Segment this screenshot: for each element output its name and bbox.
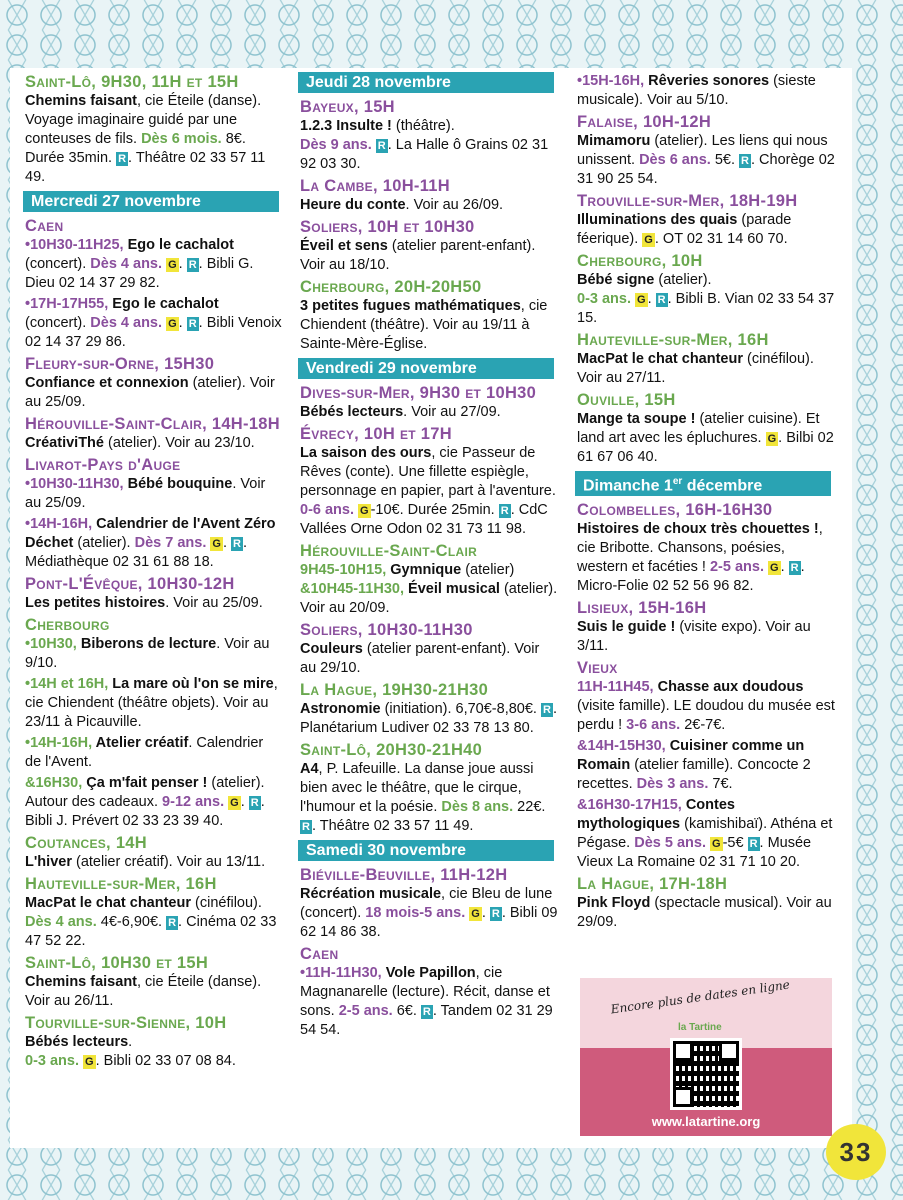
age-label: 18 mois-5 ans. (365, 905, 466, 921)
event-item (577, 350, 835, 388)
g-badge: G (168, 318, 177, 330)
event-place: Lisieux, 15H-16H (577, 599, 707, 618)
event-item (300, 297, 558, 354)
event-place: Hauteville-sur-Mer, 16H (25, 875, 217, 893)
event-price: 4€-6,90€. (96, 914, 163, 930)
event-title: Chemins faisant (25, 93, 137, 109)
g-badge: G (637, 294, 646, 306)
event-text: (spectacle musical). Voir au 29/09. (577, 895, 832, 931)
event-title: Illuminations des quais (577, 212, 738, 228)
event-item (577, 72, 835, 110)
event-time: •10H30-11H25, (25, 237, 124, 253)
age-label: 9-12 ans. (162, 794, 225, 810)
event-time: •14H et 16H, (25, 676, 109, 692)
r-badge: R (542, 704, 551, 716)
age-label: Dès 5 ans. (630, 835, 706, 852)
qr-corner-icon (673, 1087, 693, 1107)
event-item: •10H30-11H25, Ego le cachalot (concert). Dès 4 ans. G . R . Bibli G. Dieu 02 14 37 29 82. (25, 237, 254, 291)
event-place: Saint-Lô, 10H30 et 15H (25, 954, 209, 972)
event-text: , cie Éteile (danse). Voyage imaginaire guidé par une conteuses de fils. (25, 93, 262, 147)
event-title: Couleurs (300, 641, 363, 657)
event-title: Chasse aux doudous (653, 679, 804, 696)
event-text: . Voir au 9/10. (25, 636, 270, 671)
g-badge: G (230, 797, 239, 809)
event-title: 3 petites fugues mathématiques (300, 298, 521, 314)
event-title: Biberons de lecture (76, 636, 217, 652)
g-badge: G (212, 538, 221, 550)
event-saint-lo (25, 72, 283, 187)
age-label: Dès 8 ans. (441, 799, 514, 815)
event-item: Bébé signe (atelier). 0-3 ans. G . R . Bibli B. Vian 02 33 54 37 15. (577, 272, 835, 326)
g-badge: G (85, 1056, 94, 1068)
event-title: Éveil et sens (300, 238, 388, 254)
event-place: Fleury-sur-Orne, 15H30 (25, 355, 215, 373)
event-title: Suis le guide ! (577, 619, 676, 636)
event-item (577, 211, 835, 249)
event-price: 6€. (392, 1003, 417, 1019)
event-text: . La Halle ô Grains 02 31 92 03 30. (300, 137, 549, 172)
event-place: Pont-L'Évêque, 10H30-12H (25, 575, 235, 593)
event-item (300, 444, 558, 539)
event-place: La Cambe, 10H-11H (300, 177, 450, 195)
event-title: Gymnique (386, 562, 462, 578)
event-time: •11H-11H30, (300, 965, 382, 981)
event-text: (atelier parent-enfant). Voir au 18/10. (300, 238, 536, 273)
age-label: Dès 4 ans. (90, 256, 163, 272)
event-title: Bébé signe (577, 272, 655, 288)
event-place: Tourville-sur-Sienne, 10H (25, 1014, 227, 1032)
g-badge: G (471, 908, 480, 920)
event-title: Ego le cachalot (123, 237, 234, 253)
event-item: Histoires de choux très chouettes !, cie Bribotte. Chansons, poésies, western et facéties ! 2-5 ans. G . R . Micro-Folie 02 52 56 96 82. (577, 521, 823, 595)
event-item: &16H30, Ça m'fait penser ! (atelier). Autour des cadeaux. 9-12 ans. G . R . Bibli J. Prévert 02 33 23 39 40. (25, 775, 265, 829)
event-place: La Hague, 19H30-21H30 (300, 681, 489, 699)
day-header: Vendredi 29 novembre (298, 358, 554, 379)
event-text: (théâtre). (391, 118, 455, 134)
r-badge: R (749, 838, 758, 851)
event-place: Évrecy, 10H et 17H (300, 425, 452, 443)
event-item (577, 796, 835, 872)
event-title: Bébé bouquine (123, 476, 233, 492)
ad-box[interactable] (580, 978, 832, 1136)
qr-code-icon[interactable] (670, 1038, 742, 1110)
event-place: La Hague, 17H-18H (577, 875, 728, 894)
event-text: . Planétarium Ludiver 02 33 78 13 80. (300, 701, 557, 736)
event-price: 7€. (708, 776, 733, 793)
event-place: Hérouville-Saint-Clair, 14H-18H (25, 415, 280, 433)
g-badge: G (770, 562, 779, 575)
event-place: Saint-Lô, 9H30, 11H et 15H (25, 73, 239, 91)
event-text: (parade féerique). (577, 212, 792, 247)
event-place: Livarot-Pays d'Auge (25, 456, 181, 474)
event-text: . Bibli J. Prévert 02 33 23 39 40. (25, 794, 265, 829)
day-header (575, 471, 831, 496)
event-item (577, 894, 835, 932)
page-number: 33 (826, 1124, 886, 1180)
event-title: Heure du conte (300, 197, 406, 213)
event-item (300, 700, 558, 738)
event-text: . (128, 1034, 133, 1050)
event-time: •14H-16H, (25, 516, 93, 532)
g-badge: G (644, 234, 653, 246)
event-item (25, 475, 283, 513)
event-text: . Voir au 25/09. (165, 595, 263, 611)
age-label: 3-6 ans. (622, 717, 681, 734)
event-place: Caen (300, 945, 339, 963)
event-place: Dives-sur-Mer, 9H30 et 10H30 (300, 384, 537, 402)
event-item (25, 594, 283, 613)
event-item (25, 374, 283, 412)
event-text: (sieste musicale). Voir au 5/10. (577, 73, 816, 108)
event-time: &16H30, (25, 775, 83, 791)
event-item (300, 403, 558, 422)
event-time: •10H30, (25, 636, 77, 652)
event-text: (concert). (25, 315, 87, 331)
event-place: Saint-Lô, 20H30-21H40 (300, 741, 483, 759)
event-title: Les petites histoires (25, 595, 166, 611)
qr-corner-icon (673, 1041, 693, 1061)
day-header-text: décembre (682, 477, 763, 495)
event-place: Vieux (577, 659, 618, 678)
event-title: Astronomie (300, 701, 381, 717)
event-place: Cherbourg, 20H-20H50 (300, 278, 482, 296)
event-title: Bébés lecteurs (25, 1034, 129, 1050)
event-text: (atelier parent-enfant). Voir au 29/10. (300, 641, 540, 676)
age-label: 0-3 ans. (577, 291, 631, 307)
g-badge: G (767, 433, 777, 445)
event-place: Biéville-Beuville, 11H-12H (300, 866, 508, 884)
event-text: , cie Bleu de lune (concert). (300, 886, 553, 921)
event-text: . Voir au 26/09. (405, 197, 504, 213)
age-label: Dès 4 ans. (25, 914, 97, 930)
event-place: Cherbourg (25, 616, 110, 634)
event-time: &16H30-17H15, (577, 797, 682, 814)
event-item: Récréation musicale, cie Bleu de lune (concert). 18 mois-5 ans. G . R . Bibli 09 62 14 86 38. (300, 886, 558, 940)
age-label: 0-6 ans. (300, 502, 354, 518)
event-item (577, 678, 835, 735)
event-item (577, 410, 835, 467)
event-title: Vole Papillon (381, 965, 476, 981)
event-text: (atelier) (461, 562, 515, 578)
r-badge: R (118, 153, 127, 165)
event-price: -10€. Durée 25min. (370, 502, 495, 518)
event-item (300, 196, 558, 215)
event-place: Trouville-sur-Mer, 18H-19H (577, 192, 798, 210)
event-text: (atelier). (654, 272, 712, 288)
ad-logo: la Tartine (678, 1022, 722, 1033)
event-text: (cinéfilou). (191, 895, 262, 911)
day-header: Mercredi 27 novembre (23, 191, 279, 212)
event-time: •14H-16H, (25, 735, 93, 751)
event-title: 1.2.3 Insulte ! (300, 118, 392, 134)
event-text: (cinéfilou). Voir au 27/11. (577, 351, 814, 386)
event-title: Éveil musical (404, 581, 500, 597)
age-label: 2-5 ans. (338, 1003, 393, 1019)
day-header: Samedi 30 novembre (298, 840, 554, 861)
g-badge: G (168, 259, 177, 271)
event-title: La saison des ours (300, 445, 432, 461)
r-badge: R (790, 562, 799, 575)
event-text: (visite expo). Voir au 3/11. (577, 619, 811, 655)
day-header-sup: er (672, 476, 683, 487)
r-badge: R (233, 538, 241, 550)
event-time: &14H-15H30, (577, 738, 666, 755)
event-time: &10H45-11H30, (300, 581, 404, 597)
event-text: . Théâtre 02 33 57 11 49. (311, 818, 474, 834)
event-title: Rêveries sonores (644, 73, 770, 89)
event-place: Hérouville-Saint-Clair (300, 542, 478, 560)
event-title: Bébés lecteurs (300, 404, 404, 420)
event-item: •17H-17H55, Ego le cachalot (concert). Dès 4 ans. G . R . Bibli Venoix 02 14 37 29 86. (25, 296, 282, 350)
event-text: . Chorège 02 31 90 25 54. (577, 152, 835, 187)
event-item (577, 737, 835, 794)
event-text: (atelier). (73, 535, 131, 551)
event-text: . Théâtre 02 33 57 11 49. (25, 150, 266, 185)
event-title: Récréation musicale (300, 886, 442, 902)
event-text: . Bibli Venoix 02 14 37 29 86. (25, 315, 282, 350)
age-label: Dès 3 ans. (632, 776, 709, 793)
r-badge: R (741, 155, 749, 167)
event-time: 11H-11H45, (577, 679, 654, 696)
column-1 (25, 72, 283, 1073)
event-place: Ouville, 15H (577, 391, 676, 409)
age-label: Dès 6 ans. (639, 152, 711, 168)
event-title: Pink Floyd (577, 895, 651, 912)
event-place: Colombelles, 16H-16H30 (577, 501, 773, 520)
event-place: Falaise, 10H-12H (577, 113, 712, 131)
event-price: -5€ (722, 835, 744, 852)
event-price: 2€-7€. (680, 717, 726, 734)
event-text: , P. Lafeuille. La danse joue aussi bien avec le théâtre, que le cirque, l'humour et la poésie. (300, 761, 534, 815)
event-text: (kamishibaï). Athéna et Pégase. (577, 816, 833, 852)
event-item (577, 618, 835, 656)
event-title: La mare où l'on se mire (108, 676, 274, 692)
event-text: . CdC Vallées Orne Odon 02 31 73 11 98. (300, 502, 548, 537)
event-text: . Bibli G. Dieu 02 14 37 29 82. (25, 256, 254, 291)
event-time: 9H45-10H15, (300, 562, 387, 578)
event-title: Atelier créatif (92, 735, 189, 751)
r-badge: R (377, 140, 386, 152)
event-text: . Calendrier de l'Avent. (25, 735, 264, 770)
age-label: Dès 6 mois. (141, 131, 222, 147)
event-item (25, 853, 283, 872)
event-text: (initiation). 6,70€-8,80€. (380, 701, 537, 717)
event-item: •14H-16H, Calendrier de l'Avent Zéro Déchet (atelier). Dès 7 ans. G . R . Médiathèque 02 31 61 88 18. (25, 516, 276, 570)
day-header-text: Dimanche 1 (583, 477, 673, 495)
event-text: . Bilbi 02 61 67 06 40. (577, 430, 834, 465)
event-item (300, 640, 558, 678)
event-title: A4 (300, 761, 319, 777)
event-price: 22€. (513, 799, 546, 815)
event-item (300, 964, 558, 1040)
qr-corner-icon (719, 1041, 739, 1061)
event-text: . Musée Vieux La Romaine 02 31 71 10 20. (577, 835, 812, 871)
event-text: (atelier cuisine). Et land art avec les épluchures. (577, 411, 820, 446)
event-text: (concert). (25, 256, 87, 272)
ad-tagline: Encore plus de dates en ligne (609, 977, 791, 1017)
event-title: L'hiver (25, 854, 72, 870)
event-text: , cie Passeur de Rêves (conte). Une fillette espiègle, personnage en papier, part à l'aventure. (300, 445, 556, 499)
r-badge: R (188, 259, 197, 271)
event-title: Ego le cachalot (108, 296, 219, 312)
event-text: (atelier créatif). Voir au 13/11. (71, 854, 266, 870)
r-badge: R (491, 908, 500, 920)
event-text: , cie Bribotte. Chansons, poésies, western et facéties ! (577, 521, 823, 576)
r-badge: R (168, 917, 177, 929)
event-text: . Voir au 27/09. (403, 404, 501, 420)
event-title: Histoires de choux très chouettes ! (577, 521, 819, 538)
age-label: Dès 9 ans. (300, 137, 372, 153)
event-item (25, 434, 283, 453)
r-badge: R (500, 505, 509, 517)
event-item (25, 894, 283, 951)
r-badge: R (422, 1006, 431, 1018)
event-text: (atelier). Voir au 20/09. (300, 581, 558, 616)
event-price: 5€. (710, 152, 736, 168)
event-place: Caen (25, 217, 64, 235)
event-text: . Bibli B. Vian 02 33 54 37 15. (577, 291, 835, 326)
r-badge: R (657, 294, 666, 306)
event-text: . Bibli 09 62 14 86 38. (300, 905, 558, 940)
event-text: (atelier). Voir au 23/10. (103, 435, 255, 451)
event-title: CréativiThé (25, 435, 104, 451)
event-item (25, 1033, 283, 1071)
event-item (25, 635, 283, 673)
day-header: Jeudi 28 novembre (298, 72, 554, 93)
g-badge: G (712, 838, 721, 851)
age-label: 2-5 ans. (709, 559, 764, 576)
event-title: Mange ta soupe ! (577, 411, 696, 427)
event-text: (atelier famille). Concocte 2 recettes. (577, 757, 811, 793)
event-item (25, 734, 283, 772)
r-badge: R (250, 797, 259, 809)
event-title: MacPat le chat chanteur (577, 351, 743, 367)
event-time: •17H-17H55, (25, 296, 109, 312)
event-text: . Cinéma 02 33 47 52 22. (25, 914, 277, 949)
event-place: Hauteville-sur-Mer, 16H (577, 331, 769, 349)
age-label: Dès 7 ans. (134, 535, 207, 551)
event-place: Soliers, 10H30-11H30 (300, 621, 473, 639)
event-title: Confiance et connexion (25, 375, 189, 391)
event-place: Coutances, 14H (25, 834, 147, 852)
event-text: (atelier). Autour des cadeaux. (25, 775, 265, 810)
event-text: , cie Magnanarelle (lecture). Récit, danse et sons. (300, 965, 550, 1019)
event-title: Mimamoru (577, 133, 651, 149)
column-2 (300, 72, 558, 1042)
event-text: , cie Éteile (danse). Voir au 26/11. (25, 974, 262, 1009)
event-title: MacPat le chat chanteur (25, 895, 191, 911)
r-badge: R (188, 318, 197, 330)
event-item (300, 561, 558, 618)
event-text: . Médiathèque 02 31 61 88 18. (25, 535, 247, 570)
event-item (300, 117, 558, 174)
r-badge: R (302, 821, 310, 833)
event-text: (atelier). Voir au 25/09. (25, 375, 275, 410)
age-label: Dès 4 ans. (90, 315, 163, 331)
g-badge: G (360, 505, 369, 517)
event-item (25, 675, 283, 732)
event-item (25, 973, 283, 1011)
event-time: •10H30-11H30, (25, 476, 124, 492)
event-item (300, 237, 558, 275)
event-text: . Bibli 02 33 07 08 84. (95, 1053, 236, 1069)
event-text: (atelier). Les liens qui nous unissent. (577, 133, 828, 168)
ad-url-link[interactable]: www.latartine.org (651, 1114, 761, 1129)
event-place: Bayeux, 15H (300, 98, 395, 116)
event-text: (visite famille). LE doudou du musée est perdu ! (577, 698, 835, 734)
event-title: Chemins faisant (25, 974, 137, 990)
event-text: . OT 02 31 14 60 70. (654, 231, 788, 247)
age-label: 0-3 ans. (25, 1053, 79, 1069)
event-text: , cie Chiendent (théâtre objets). Voir au 23/11 à Picauville. (25, 676, 278, 730)
event-title: Cuisiner comme un Romain (577, 738, 805, 774)
event-place: Cherbourg, 10H (577, 252, 703, 270)
event-text: . Voir au 25/09. (25, 476, 266, 511)
event-time: •15H-16H, (577, 73, 645, 89)
event-item (300, 760, 558, 836)
event-text: 8€. Durée 35min. (25, 131, 246, 166)
event-place: Soliers, 10H et 10H30 (300, 218, 475, 236)
event-item (577, 132, 835, 189)
event-title: Ça m'fait penser ! (82, 775, 208, 791)
event-text: , cie Chiendent (théâtre). Voir au 19/11 à Sainte-Mère-Église. (300, 298, 548, 352)
column-3 (577, 72, 835, 934)
event-text: . Tandem 02 31 29 54 54. (300, 1003, 553, 1038)
event-title: Contes mythologiques (577, 797, 735, 833)
event-text: . Micro-Folie 02 52 56 96 82. (577, 559, 805, 595)
event-title: Calendrier de l'Avent Zéro Déchet (25, 516, 276, 551)
